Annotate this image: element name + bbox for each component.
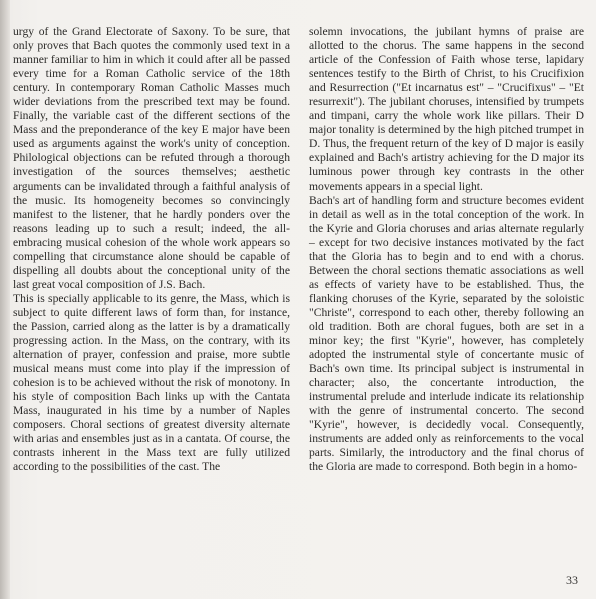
left-paragraph-2: This is specially applicable to its genre, the Mass, which is subject to quite different laws of form than, for instance, the Passion, carried along as the latter is by a dramatically progressing action. In the Mass, on the contrary, with its alternation of prayer, confession and praise, more subtle musical means must come into play if the impression of cohesion is to be achieved without the risk of monotony. In his style of composition Bach links up with the Cantata Mass, inaugurated in his time by a number of Naples composers. Choral sections of greatest diversity alternate with arias and ensembles just as in a cantata. Of course, the contrasts inherent in the Mass text are fully utilized according to the possibilities of the cast. The (13, 291, 290, 474)
page-number: 33 (566, 573, 578, 587)
left-paragraph-1: urgy of the Grand Electorate of Saxony. To be sure, that only proves that Bach quotes the commonly used text in a manner familiar to him in which it could after all be passed every time for a Roman Catholic service of the 18th century. In contemporary Roman Catholic Masses much wider deviations from the prescribed text may be found. Finally, the variable cast of the different sections of the Mass and the preponderance of the key E major have been used as arguments against the work's unity of conception. Philological objections can be refuted through a thorough investigation of the sources themselves; aesthetic arguments can be invalidated through a faithful analysis of the music. Its homogeneity becomes so convincingly manifest to the listener, that he hardly ponders over the reasons leading up to such a result; indeed, the all-embracing musical cohesion of the whole work appears so compelling that circumstance alone should be capable of dispelling all doubts about the conceptional unity of the last great vocal composition of J.S. Bach. (13, 25, 290, 291)
left-text-column (13, 25, 290, 475)
right-text-column (309, 25, 584, 475)
page-binding-edge (0, 0, 10, 599)
right-paragraph-1: solemn invocations, the jubilant hymns of praise are allotted to the chorus. The same happens in the second article of the Confession of Faith whose terse, lapidary sentences testify to the Birth of Christ, to his Crucifixion and Resurrection ("Et incarnatus est" – "Crucifixus" – "Et resurrexit"). The jubilant choruses, intensified by trumpets and timpani, carry the whole work like pillars. Their D major tonality is determined by the high pitched trumpet in D. Thus, the frequent return of the key of D major is easily explained and Bach's artistry achieving for the D major its luminous power through key contrasts in the other movements appears in a special light. (309, 25, 584, 193)
right-paragraph-2: Bach's art of handling form and structure becomes evident in detail as well as in the total conception of the work. In the Kyrie and Gloria choruses and arias alternate regularly – except for two decisive instances motivated by the fact that the Gloria has to begin and to end with a chorus. Between the choral sections thematic associations as well as effects of variety have to be established. Thus, the flanking choruses of the Kyrie, separated by the soloistic "Christe", correspond to each other, thereby following an old tradition. Both are choral fugues, both are set in a minor key; the first "Kyrie", however, has completely adopted the instrumental style of concertante music of Bach's own time. Its principal subject is instrumental in character; also, the concertante introduction, the instrumental prelude and interlude indicate its relationship with the genre of instrumental concerto. The second "Kyrie", however, is decidedly vocal. Consequently, instruments are added only as reinforcements to the vocal parts. Similarly, the introductory and the final chorus of the Gloria are made to correspond. Both begin in a homo- (309, 193, 584, 474)
